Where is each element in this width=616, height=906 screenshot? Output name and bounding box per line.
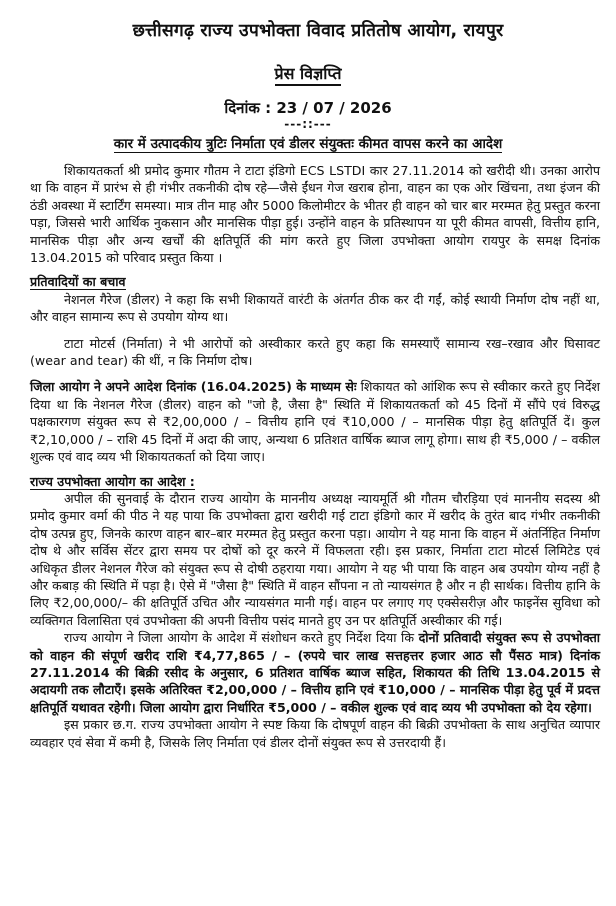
refund-directive: दोनों प्रतिवादी संयुक्त रूप से उपभोक्ता को वाहन की संपूर्ण खरीद राशि ₹4,77,865 / – (रुपये चार लाख सत्तहत्तर हजार आठ सौ पैंसठ मात्र) दिनांक 27.11.2014 की बिक्री रसीद के अनुसार, 6 प्रतिशत वार्षिक ब्याज सहित, शिकायत की तिथि 13.04.2015 से अदायगी तक लौटाएँ। इसके अतिरिक्त ₹2,00,000 / – वित्तीय हानि एवं ₹10,000 / – मानसिक पीड़ा हेतु पूर्व में प्रदत्त क्षतिपूर्ति यथावत रहेगी। जिला आयोग द्वारा निर्धारित ₹5,000 / – वकील शुल्क एवं वाद व्यय भी उपभोक्ता को देय रहेगा। <box>30 630 601 715</box>
ornament-divider: ---::--- <box>284 117 332 131</box>
complaint-paragraph: शिकायतकर्ता श्री प्रमोद कुमार गौतम ने टाटा इंडिगो ECS LSTDI कार 27.11.2014 को खरीदी थी। उनका आरोप था कि वाहन में प्रारंभ से ही गंभीर तकनीकी दोष रहे—जैसे ईंधन गेज खराब होना, वाहन का एक ओर खिंचना, तथा इंजन की ठंडी अवस्था में स्टार्टिंग समस्या। मात्र तीन माह और 5000 किलोमीटर के भीतर ही वाहन को चार बार मरम्मत हेतु प्रस्तुत करना पड़ा, जिससे भारी आर्थिक नुकसान और मानसिक पीड़ा हुई। उन्होंने वाहन के प्रतिस्थापन या पूरी कीमत वापसी, वित्तीय हानि, मानसिक पीड़ा और अन्य खर्चों की क्षतिपूर्ति की मांग करते हुए जिला उपभोक्ता आयोग रायपुर के समक्ष दिनांक 13.04.2015 को परिवाद प्रस्तुत किया । <box>30 163 600 266</box>
press-release-heading: प्रेस विज्ञप्ति <box>0 62 616 84</box>
appeal-hearing-paragraph: अपील की सुनवाई के दौरान राज्य आयोग के माननीय अध्यक्ष न्यायमूर्ति श्री गौतम चौरड़िया एवं माननीय सदस्य श्री प्रमोद कुमार वर्मा की पीठ ने यह पाया कि उपभोक्ता द्वारा खरीदी गई टाटा इंडिगो कार में खरीद के तुरंत बाद गंभीर तकनीकी दोष उत्पन्न हुए, जिनके कारण वाहन बार–बार मरम्मत हेतु प्रस्तुत करना पड़ा। आयोग ने यह माना कि वाहन में अंतर्निहित निर्माण दोष थे और सर्विस सेंटर द्वारा समय पर दोषों को दूर करने में विफलता रही। इस प्रकार, निर्माता टाटा मोटर्स लिमिटेड एवं अधिकृत डीलर नेशनल गैरेज को संयुक्त रूप से दोषी ठहराया गया। आयोग ने यह भी पाया कि वाहन अब उपयोग योग्य नहीं है और कबाड़ की स्थिति में पड़ा है। ऐसे में "जैसा है" स्थिति में वाहन सौंपना न तो न्यायसंगत है और न ही सार्थक। वित्तीय हानि के लिए ₹2,00,000/– की क्षतिपूर्ति उचित और न्यायसंगत मानी गई। वाहन पर लगाए गए एक्सेसरीज़ और फाइनेंस सुविधा को व्यक्तिगत विलासिता एवं उपभोक्ता की अपनी वित्तीय पसंद मानते हुए उन पर क्षतिपूर्ति अस्वीकार की गई। <box>30 490 601 628</box>
dealer-defence-paragraph: नेशनल गैरेज (डीलर) ने कहा कि सभी शिकायतें वारंटी के अंतर्गत ठीक कर दी गईं, कोई स्थायी निर्माण दोष नहीं था, और वाहन सामान्य रूप से उपयोग योग्य था। <box>30 291 600 325</box>
conclusion-paragraph: इस प्रकार छ.ग. राज्य उपभोक्ता आयोग ने स्पष्ट किया कि दोषपूर्ण वाहन की बिक्री उपभोक्ता के साथ अनुचित व्यापार व्यवहार एवं सेवा में कमी है, जिसके लिए निर्माता एवं डीलर दोनों संयुक्त रूप से उत्तरदायी हैं। <box>30 717 600 750</box>
modified-order-paragraph: राज्य आयोग ने जिला आयोग के आदेश में संशोधन करते हुए निर्देश दिया कि दोनों प्रतिवादी संयुक्त रूप से उपभोक्ता को वाहन की संपूर्ण खरीद राशि ₹4,77,865 / – (रुपये चार लाख सत्तहत्तर हजार आठ सौ पैंसठ मात्र) दिनांक 27.11.2014 की बिक्री रसीद के अनुसार, 6 प्रतिशत वार्षिक ब्याज सहित, शिकायत की तिथि 13.04.2015 से अदायगी तक लौटाएँ। इसके अतिरिक्त ₹2,00,000 / – वित्तीय हानि एवं ₹10,000 / – मानसिक पीड़ा हेतु पूर्व में प्रदत्त क्षतिपूर्ति यथावत रहेगी। जिला आयोग द्वारा निर्धारित ₹5,000 / – वकील शुल्क एवं वाद व्यय भी उपभोक्ता को देय रहेगा। <box>30 630 601 715</box>
state-order-heading: राज्य उपभोक्ता आयोग का आदेश : <box>30 473 195 489</box>
defence-heading: प्रतिवादियों का बचाव <box>30 274 126 290</box>
subject-heading: कार में उत्पादकीय त्रुटिः निर्माता एवं डीलर संयुक्तः कीमत वापस करने का आदेश <box>113 136 503 152</box>
release-date: दिनांक : 23 / 07 / 2026 <box>224 99 392 117</box>
district-order-text: शिकायत को आंशिक रूप से स्वीकार करते हुए निर्देश दिया था कि नेशनल गैरेज (डीलर) वाहन को "जो है, जैसा है" स्थिति में शिकायतकर्ता को 45 दिनों में सौंपे एवं विरुद्ध पक्षकारगण संयुक्त रूप से ₹2,00,000 / – वित्तीय हानि एवं ₹10,000 / – मानसिक पीड़ा हेतु क्षतिपूर्ति दें। कुल ₹2,10,000 / – राशि 45 दिनों में अदा की जाए, अन्यथा 6 प्रतिशत वार्षिक ब्याज लागू होगा। साथ ही ₹5,000 / – वकील शुल्क एवं वाद व्यय भी शिकायतकर्ता को दिया जाए। <box>30 379 600 465</box>
release-body <box>30 162 600 751</box>
commission-title: छत्तीसगढ़ राज्य उपभोक्ता विवाद प्रतितोष आयोग, रायपुर <box>132 21 504 41</box>
manufacturer-defence-paragraph: टाटा मोटर्स (निर्माता) ने भी आरोपों को अस्वीकार करते हुए कहा कि समस्याएँ सामान्य रख–रखाव और घिसावट (wear and tear) की थीं, न कि निर्माण दोष। <box>30 335 600 369</box>
district-order-paragraph <box>30 378 600 465</box>
district-order-lead: जिला आयोग ने अपने आदेश दिनांक (16.04.2025) के माध्यम सेः <box>30 379 357 395</box>
